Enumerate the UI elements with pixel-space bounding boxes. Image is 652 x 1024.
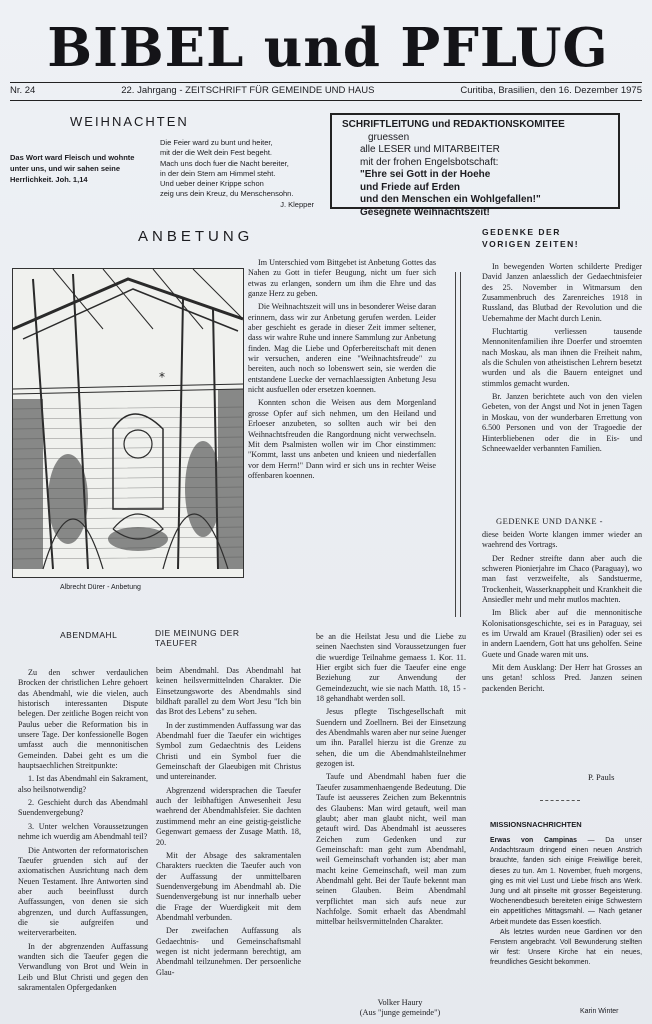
heading-line: DIE MEINUNG DER (155, 628, 240, 638)
paragraph: 1. Ist das Abendmahl ein Sakrament, also heilsnotwendig? (18, 774, 148, 794)
paragraph: Taufe und Abendmahl haben fuer die Taeufer zusammenhaengende Bedeutung. Die Taufe ist aeusseres Zeichen zum Bekenntnis des Glaubens: Man wird getauft, weil man glaubt; aber man glaubt nicht, weil man getauft wird. Das Abendmahl ist aeusseres Zeichen zum Gedenken und zur Gemeinschaft: man geht zum Abendmahl, weil Gemeinschaft vorhanden ist; aber man macht keine Gemeinschaft, weil man zum Abendmahl geht. Bei der Taufe bekennt man seinen Glauben. Beim Abendmahl verpflichtet man sich aufs neue zur Nachfolge. Somit erhaelt das Abendmahl mittelbar heilsvermittelnden Charakter. (316, 772, 466, 927)
poem-author: J. Klepper (280, 199, 314, 209)
image-caption: Albrecht Dürer - Anbetung (60, 584, 141, 591)
verse-line: Herrlichkeit. Joh. 1,14 (10, 175, 88, 184)
masthead-rule-top (10, 82, 642, 83)
greeting-line: und den Menschen ein Wohlgefallen!" (360, 194, 541, 205)
greeting-line: Gesegnete Weihnachtszeit! (360, 206, 490, 218)
paragraph: Zu den schwer verdaulichen Brocken der christlichen Lehre gehoert das Abendmahl, wie die vielen, auch historisch interessanten Dispute belegen. Der zeitliche Bogen reicht von Paulus ueber die Reformation bis in unsere Tage. Der konfessionelle Bogen umfasst auch die mennonitischen Gemeinden. Dabei geht es um die hauptsaechlichen Streitpunkte: (18, 668, 148, 771)
paragraph: Die Weihnachtszeit will uns in besonderer Weise daran erinnern, dass wir zur Anbetung gerufen werden. Leider aber geschieht es gerade in dieser Zeit immer seltener, dass wir wahre Ruhe und innere Sammlung zur Anbetung finden. Mag die Liebe und Opferbereitschaft mit denen wir versuchen, anderen eine "Weihnachtsfreude" zu bereiten, auch noch so lobenswert sein, sie werden die entstandene Luecke der vernachlaessigten Anbetung Jesu nicht ausfuellen oder ersetzen koennen. (248, 302, 436, 395)
paragraph: In der abgrenzenden Auffassung wandten sich die Taeufer gegen die Verwandlung von Brot und Wein in Leib und Blut Christi und gegen den sakramentalen Opfergedanken (18, 941, 148, 992)
gedenke-article-text-2 (482, 530, 642, 770)
gedenke-author: P. Pauls (588, 772, 615, 782)
anbetung-heading: ANBETUNG (138, 228, 254, 245)
paragraph: Mit dem Ausklang: Der Herr hat Grosses an uns getan! schloss Pred. Janzen seinen packenden Bericht. (482, 663, 642, 693)
paragraph: beim Abendmahl. Das Abendmahl hat keinen heilsvermittelnden Charakter. Die Einsetzungsworte des Abendmahls sind bildhaft parallel zu dem Wort Jesu "Ich bin das Brot des Lebens" zu sehen. (156, 666, 301, 717)
paragraph: be an die Heilstat Jesu und die Liebe zu seinen Naechsten sind Voraussetzungen fuer die wuerdige Teilnahme gemaess 1. Kor. 11. Hier ergibt sich fuer die Taeufer eine enge Beziehung zur Anwendung der Gemeindezucht, wie sie nach Matth. 18, 15 - 18 gehandhabt werden soll. (316, 632, 466, 704)
greeting-line: SCHRIFTLEITUNG und REDAKTIONSKOMITEE (342, 119, 565, 130)
column-rule (455, 272, 456, 617)
heading-line: VORIGEN ZEITEN! (482, 239, 580, 249)
issue-number: Nr. 24 (10, 85, 36, 96)
mission-heading: MISSIONSNACHRICHTEN (490, 820, 582, 829)
paragraph: Mit der Absage des sakramentalen Charakters rueckten die Taeufer auch von der Auffassung der unmittelbaren Suendenvergebung im Abendmahl ab. Die Suendenvergebung ist nur innerhalb ueber die Frage der Wuerdigkeit mit dem Abendmahl verbunden. (156, 850, 301, 922)
meinung-col-2 (156, 666, 301, 1018)
paragraph: diese beiden Worte klangen immer wieder an waehrend des Vortrags. (482, 530, 642, 550)
paragraph: Die Antworten der reformatorischen Taeufer gruenden sich auf der axiomatischen Ausrichtung nach dem Neuen Testament. Ihre Antworten sind aber auch beeinflusst durch Auffassungen, von denen sie sich abgrenzen, und durch Auffassungen, die sie aufgreifen und weiterverarbeiten. (18, 845, 148, 938)
meinung-col-3 (316, 632, 466, 996)
poem-line: Die Feier ward zu bunt und heiter, (160, 138, 273, 147)
gedenke-article-text (482, 262, 642, 512)
poem-line: in der dein Stern am Himmel steht. (160, 168, 276, 178)
mission-article-text (490, 836, 642, 1006)
svg-text:*: * (159, 370, 165, 384)
issue-meta-line (10, 85, 642, 96)
anbetung-article-text (248, 258, 436, 598)
verse-line: Das Wort ward Fleisch und wohnte (10, 153, 135, 162)
duerer-woodcut-image (12, 268, 244, 578)
masthead-rule-bottom (10, 100, 642, 101)
poem-line: mit der die Welt dein Fest begeht. (160, 148, 273, 158)
greeting-line: gruessen (368, 131, 410, 143)
paragraph: Der Redner streifte dann aber auch die schweren Pionierjahre im Chaco (Paraguay), wo man fast verzweifelte, als Sandstuerme, Trockenheit, Wasserknappheit und Krankheit die Ansiedler mehr und mehr mutlos machten. (482, 553, 642, 605)
meinung-heading (155, 628, 239, 648)
paragraph: 3. Unter welchen Voraussetzungen nehme ich wuerdig am Abendmahl teil? (18, 821, 148, 842)
mission-author: Karin Winter (580, 1008, 619, 1015)
abendmahl-heading: ABENDMAHL (60, 630, 118, 640)
poem-line: zeig uns dein Kreuz, du Menschensohn. (160, 189, 294, 199)
article-source: (Aus "junge gemeinde") (359, 1008, 441, 1017)
gedenke-subheading: GEDENKE UND DANKE - (496, 516, 603, 526)
article-author: Volker Haury (377, 998, 423, 1007)
gedenke-heading (482, 226, 579, 250)
paragraph: Jesus pflegte Tischgesellschaft mit Suendern und Zoellnern. Bei der Einsetzung des Abendmahls waren aber nur seine Juenger um ihn. Parallel hierzu ist die Grenze zu sehen, die um die Abendmahlsteilnehmer gezogen ist. (316, 707, 466, 769)
christmas-poem (160, 138, 330, 210)
greeting-line: mit der frohen Engelsbotschaft: (360, 156, 499, 168)
verse-line: unter uns, und wir sahen seine (10, 164, 121, 173)
paragraph: Konnten schon die Weisen aus dem Morgenland grosse Opfer auf sich nehmen, um den Heiland und Erloeser anzubeten, so sollten auch wir bei den Weihnachtsfreuden die Rangordnung nicht verwechseln. Mit dem Psalmisten wollen wir im Chor einstimmen: "Kommt, lasst uns anbeten und knieen und niederfallen vor dem Herrn!" Dann wird er sich uns in rechter Weise offenbaren koennen. (248, 398, 436, 480)
column-rule (460, 272, 461, 617)
paragraph: Im Unterschied vom Bittgebet ist Anbetung Gottes das Nahen zu Gott in tiefer Beugung, nicht um fuer sich etwas zu erlangen, sondern um ihm die Ehre und das ganze Herz zu geben. (248, 258, 436, 299)
masthead-title: BIBEL und PFLUG (47, 17, 609, 79)
paragraph: Br. Janzen berichtete auch von den vielen Gebeten, von der Angst und Not in jenen Tagen in Moskau, von der wunderbaren Errettung von 6.500 Personen und von der Tragoedie der Hinterbliebenen oder die in Eis- und Schneewaelder verbannten Familien. (482, 392, 642, 453)
paragraph: 2. Geschieht durch das Abendmahl Suendenvergebung? (18, 798, 148, 818)
paragraph: Der zweifachen Auffassung als Gedaechtnis- und Gemeinschaftsmahl wegen ist nicht jedermann berechtigt, am Abendmahl teilzunehmen. Der persoenliche Glau- (156, 926, 301, 977)
heading-line: TAEUFER (155, 638, 198, 648)
paragraph: In bewegenden Worten schilderte Prediger David Janzen anlaesslich der Gedaechtnisfeier des 25. November in Witmarsum den Zusammenbruch des Zarenreiches 1918 in Russland, das Blutbad der Revolution und die Uebernahme der Macht durch Lenin. (482, 262, 642, 323)
mission-lead: Erwas von Campinas (490, 837, 577, 844)
paragraph: Im Blick aber auf die mennonitische Kolonisationsgeschichte, sei es in Paraguay, sei es im Urwald am Krauel (Brasilien) oder sei es in andern Laendern, Gott hat uns geholfen. Seine Guete und Gnade waren mit uns. (482, 608, 642, 659)
paragraph: Fluchtartig verliessen tausende Mennonitenfamilien ihre Doerfer und stroemten nach Moskau, als man ihnen die Freiheit nahm, als die Schulen von atheistischen Lehrern besetzt wurden und als die Bauern enteignet und stimmlos gemacht wurden. (482, 327, 642, 388)
poem-line: Und ueber deiner Krippe schon (160, 179, 264, 189)
abendmahl-col-1 (18, 668, 148, 1018)
weihnachten-heading: WEIHNACHTEN (70, 114, 189, 129)
greeting-line: und Friede auf Erden (360, 181, 461, 193)
mission-text-2: Als letztes wurden neue Gardinen vor den Fenstern angebracht. Voll Bewunderung stellten wir fest: Unsere Kirche hat ein neues, freundliches Gesicht bekommen. (490, 928, 642, 967)
meinung-byline (350, 998, 450, 1018)
poem-line: Mach uns doch fuer die Nacht bereiter, (160, 158, 289, 168)
paragraph: Abgrenzend widersprachen die Taeufer auch der leibhaftigen Anwesenheit Jesu waehrend der Abendmahlsfeier. Sie dachten zustimmend mehr an eine geistig-geistliche Gegenwart gemaess der Zusage Matth. 18, 20. (156, 785, 301, 847)
mission-text: — Da unser Andachtsraum dringend einen neuen Anstrich brauchte, fanden sich einige Freiwillige bereit, dieses zu tun. Am 1. November, frueh morgens, ging es mit viel Lust und Liebe frisch ans Werk. Jung und alt pinselte mit grosser Begeisterung. Wochenendbesuch bereiteten einige Schwestern ein appetitliches Mittagsmahl. — Nach getaner Arbeit mundete das Essen koestlich. (490, 837, 642, 926)
issue-subtitle: 22. Jahrgang - ZEITSCHRIFT FÜR GEMEINDE UND HAUS (121, 85, 375, 96)
editorial-greeting-box (330, 113, 620, 218)
issue-place-date: Curitiba, Brasilien, den 16. Dezember 1975 (460, 85, 642, 96)
bible-verse (10, 152, 156, 185)
greeting-line: alle LESER und MITARBEITER (360, 144, 500, 155)
section-divider (540, 800, 580, 801)
heading-line: GEDENKE DER (482, 227, 561, 237)
paragraph: In der zustimmenden Auffassung war das Abendmahl fuer die Taeufer ein wichtiges Symbol zum Gedaechtnis des Leidens Christi und ein Symbol fuer die Gemeinschaft der Glaeubigen mit Christus und untereinander. (156, 720, 301, 782)
greeting-line: "Ehre sei Gott in der Hoehe (360, 169, 491, 180)
